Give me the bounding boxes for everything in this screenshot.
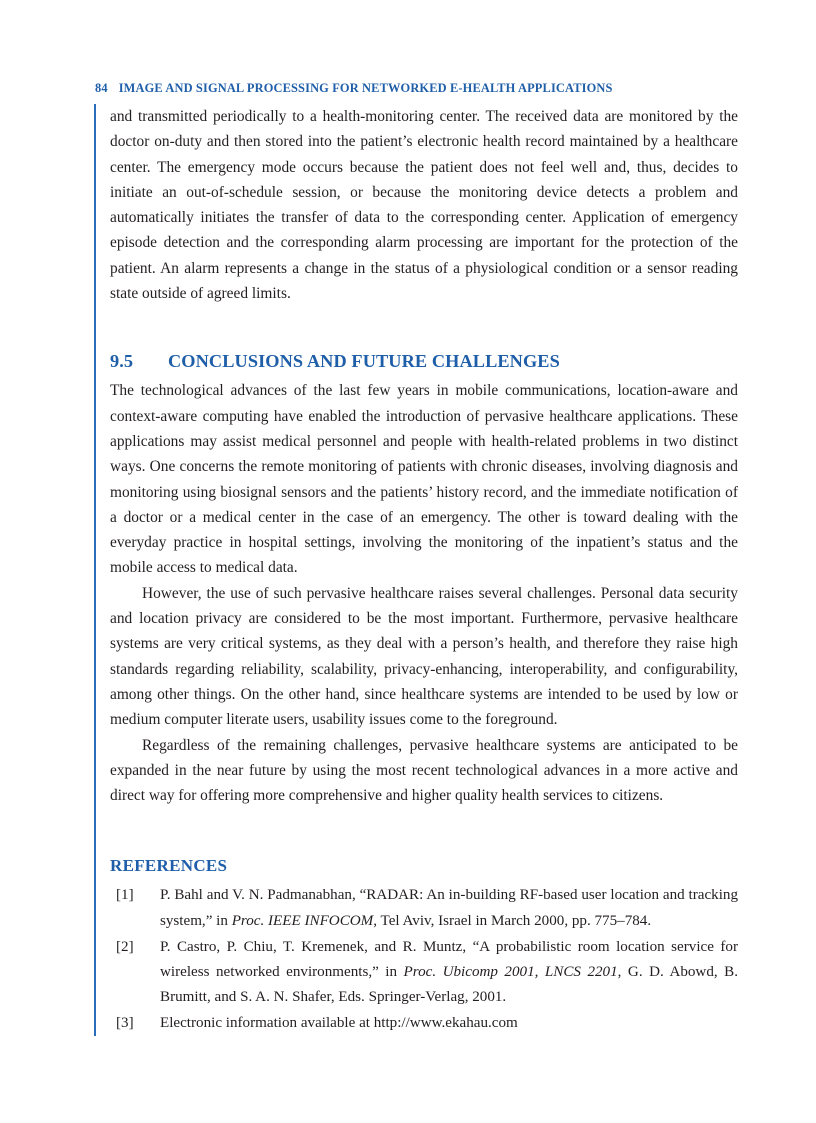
reference-item [116,935,738,1011]
reference-number: [1] [116,887,134,904]
body-paragraph-continued: and transmitted periodically to a health-monitoring center. The received data are monitored by the doctor on-duty and then stored into the patient’s electronic health record maintained by a healthcare center. The emergency mode occurs because the patient does not feel well and, thus, decides to initiate an out-of-schedule session, or because the monitoring device detects a problem and automatically initiates the transfer of data to the corresponding center. Application of emergency episode detection and the corresponding alarm processing are important for the protection of the patient. An alarm represents a change in the status of a physiological condition or a sensor reading state outside of agreed limits. [110,108,738,303]
reference-item [116,883,738,933]
text-column [110,104,738,1038]
reference-item [116,1011,738,1036]
section-paragraph-3: Regardless of the remaining challenges, pervasive healthcare systems are anticipated to be expanded in the near future by using the most recent technological advances in a more active and direct way for offering more comprehensive and higher quality health services to citizens. [110,736,738,805]
section-number: 9.5 [110,351,134,372]
running-header [95,81,755,96]
section-title: CONCLUSIONS AND FUTURE CHALLENGES [168,351,560,372]
reference-number: [3] [116,1015,134,1032]
reference-source-italic: Proc. Ubicomp 2001, LNCS 2201 [403,964,618,981]
reference-text-before: P. Bahl and V. N. Padmanabhan, “RADAR: An in-building RF-based user location and tracking system,” in [160,887,738,929]
page-number: 84 [95,81,108,95]
reference-text-before: P. Castro, P. Chiu, T. Kremenek, and R. Muntz, “A probabilistic room location service for wireless networked environments,” in [160,938,738,981]
section-heading [110,306,738,378]
left-margin-rule [94,104,96,1036]
references-list [110,883,738,1036]
reference-text-after: , Tel Aviv, Israel in March 2000, pp. 775–784. [373,912,652,929]
reference-number: [2] [116,938,134,955]
section-paragraph-1: The technological advances of the last few years in mobile communications, location-aware and context-aware computing have enabled the introduction of pervasive healthcare applications. These applications may assist medical personnel and people with health-related problems in two distinct ways. One concerns the remote monitoring of patients with chronic diseases, involving diagnosis and monitoring using biosignal sensors and the patients’ history record, and the immediate notification of a doctor or a medical center in the case of an emergency. The other is toward dealing with the everyday practice in hospital settings, involving the monitoring of the inpatient’s status and the mobile access to medical data. [110,382,738,577]
reference-text-after: , G. D. Abowd, B. Brumitt, and S. A. N. Shafer, Eds. Springer-Verlag, 2001. [160,964,738,1006]
reference-source-italic: Proc. IEEE INFOCOM [231,912,374,929]
section-paragraph-2: However, the use of such pervasive healthcare raises several challenges. Personal data security and location privacy are considered to be the most important. Furthermore, pervasive healthcare systems are very critical systems, as they deal with a person’s health, and therefore they raise high standards regarding reliability, scalability, privacy-enhancing, interoperability, and configurability, among other things. On the other hand, since healthcare systems are intended to be used by low or medium computer literate users, usability issues come to the foreground. [110,584,738,729]
references-heading: REFERENCES [110,856,228,876]
reference-text-before: Electronic information available at http://www.ekahau.com [160,1015,518,1032]
running-header-title: IMAGE AND SIGNAL PROCESSING FOR NETWORKED E-HEALTH APPLICATIONS [118,81,613,95]
